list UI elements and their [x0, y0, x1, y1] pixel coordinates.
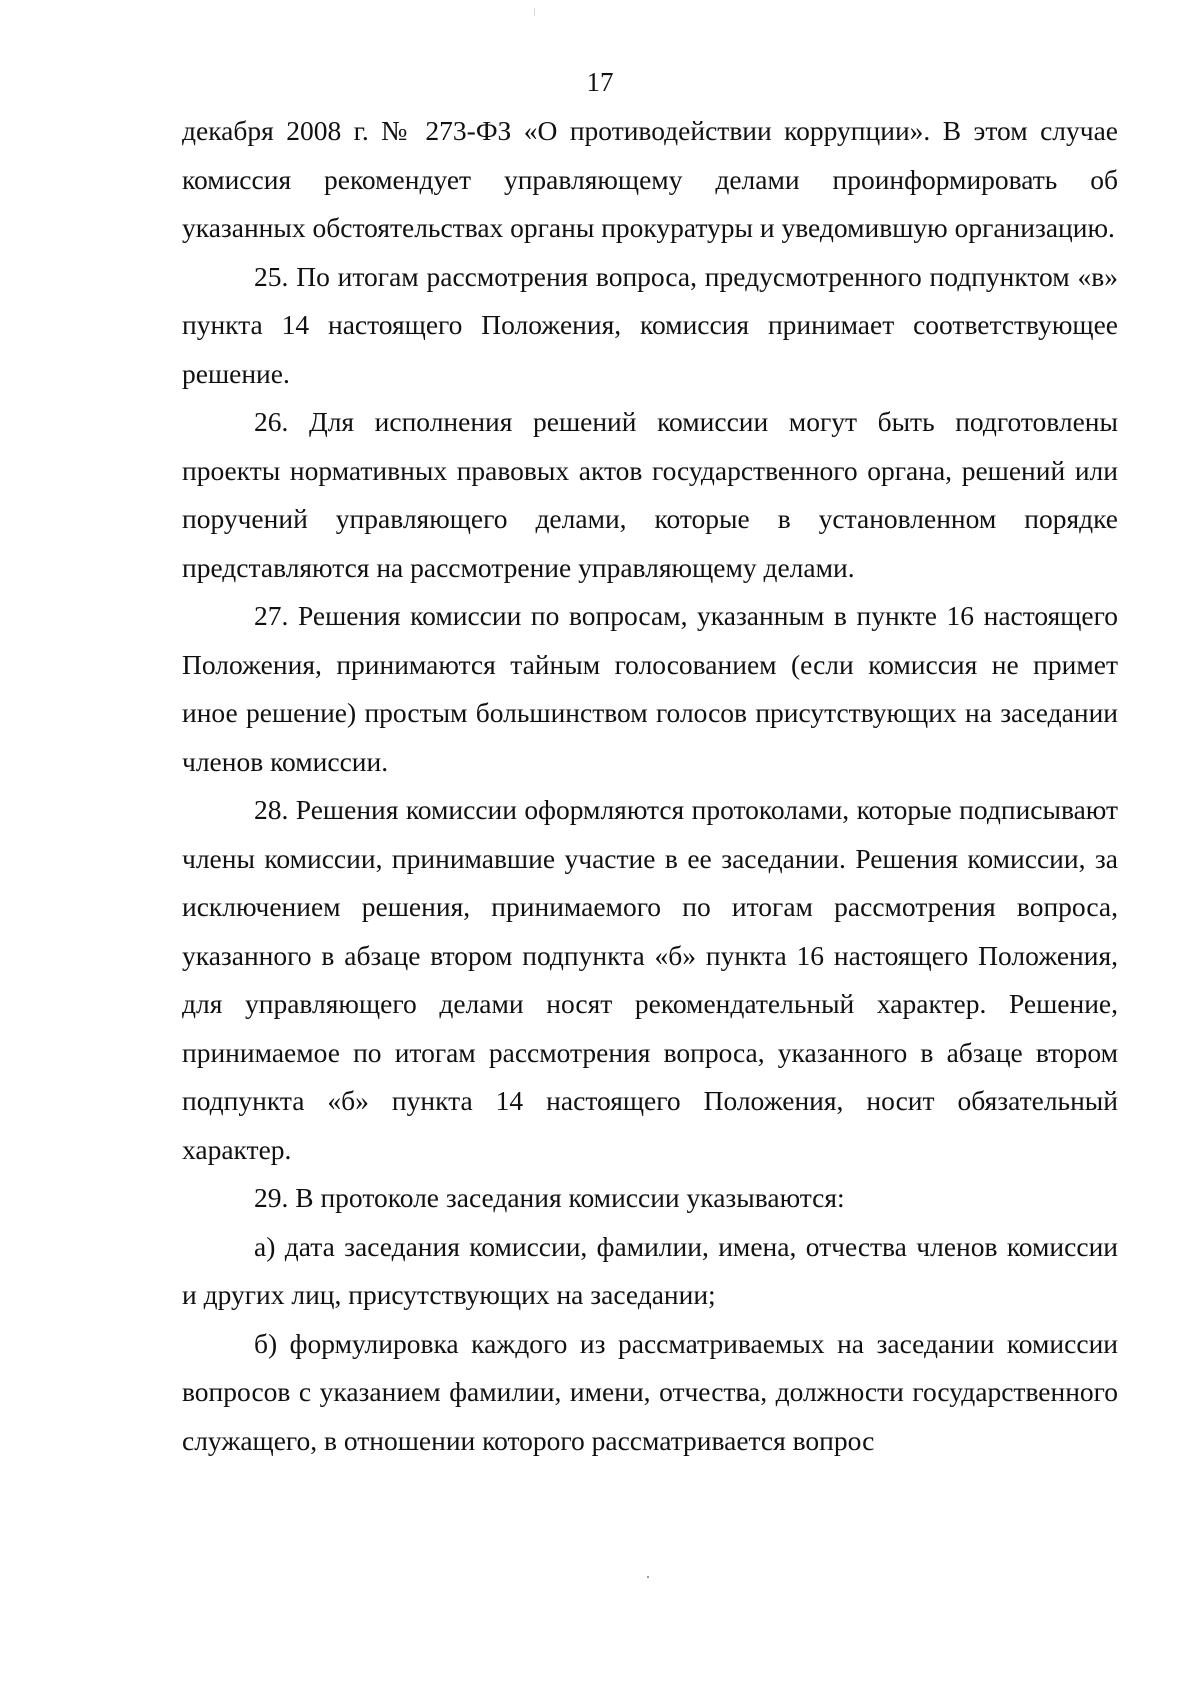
paragraph-28: 28. Решения комиссии оформляются протоколами, которые подписывают члены комиссии, принимавшие участие в ее заседании. Решения комиссии, за исключением решения, принимаемого по итогам рассмотрения вопроса, указанного в абзаце втором подпункта «б» пункта 16 настоящего Положения, для управляющего делами носят рекомендательный характер. Решение, принимаемое по итогам рассмотрения вопроса, указанного в абзаце втором подпункта «б» пункта 14 настоящего Положения, носит обязательный характер. — [182, 794, 1118, 1165]
scan-mark — [647, 1576, 649, 1578]
paragraph-25: 25. По итогам рассмотрения вопроса, предусмотренного подпунктом «в» пункта 14 настоящего Положения, комиссия принимает соответствующее решение. — [182, 260, 1118, 389]
paragraph-29-b: б) формулировка каждого из рассматриваемых на заседании комиссии вопросов с указанием фамилии, имени, отчества, должности государственного служащего, в отношении которого рассматривается вопрос — [182, 1327, 1118, 1456]
paragraph-29: 29. В протоколе заседания комиссии указываются: — [254, 1182, 845, 1213]
paragraph-29-a: а) дата заседания комиссии, фамилии, имена, отчества членов комиссии и других лиц, присутствующих на заседании; — [182, 1230, 1118, 1310]
scan-mark — [534, 8, 535, 16]
document-body — [182, 107, 1118, 1465]
paragraph-continuation: декабря 2008 г. № 273-ФЗ «О противодействии коррупции». В этом случае комиссия рекомендует управляющему делами проинформировать об указанных обстоятельствах органы прокуратуры и уведомившую организацию. — [182, 115, 1118, 243]
paragraph-27: 27. Решения комиссии по вопросам, указанным в пункте 16 настоящего Положения, принимаются тайным голосованием (если комиссия не примет иное решение) простым большинством голосов присутствующих на заседании членов комиссии. — [182, 600, 1118, 777]
page-number: 17 — [586, 67, 614, 97]
paragraph-26: 26. Для исполнения решений комиссии могут быть подготовлены проекты нормативных правовых актов государственного органа, решений или поручений управляющего делами, которые в установленном порядке представляются на рассмотрение управляющему делами. — [182, 406, 1118, 583]
